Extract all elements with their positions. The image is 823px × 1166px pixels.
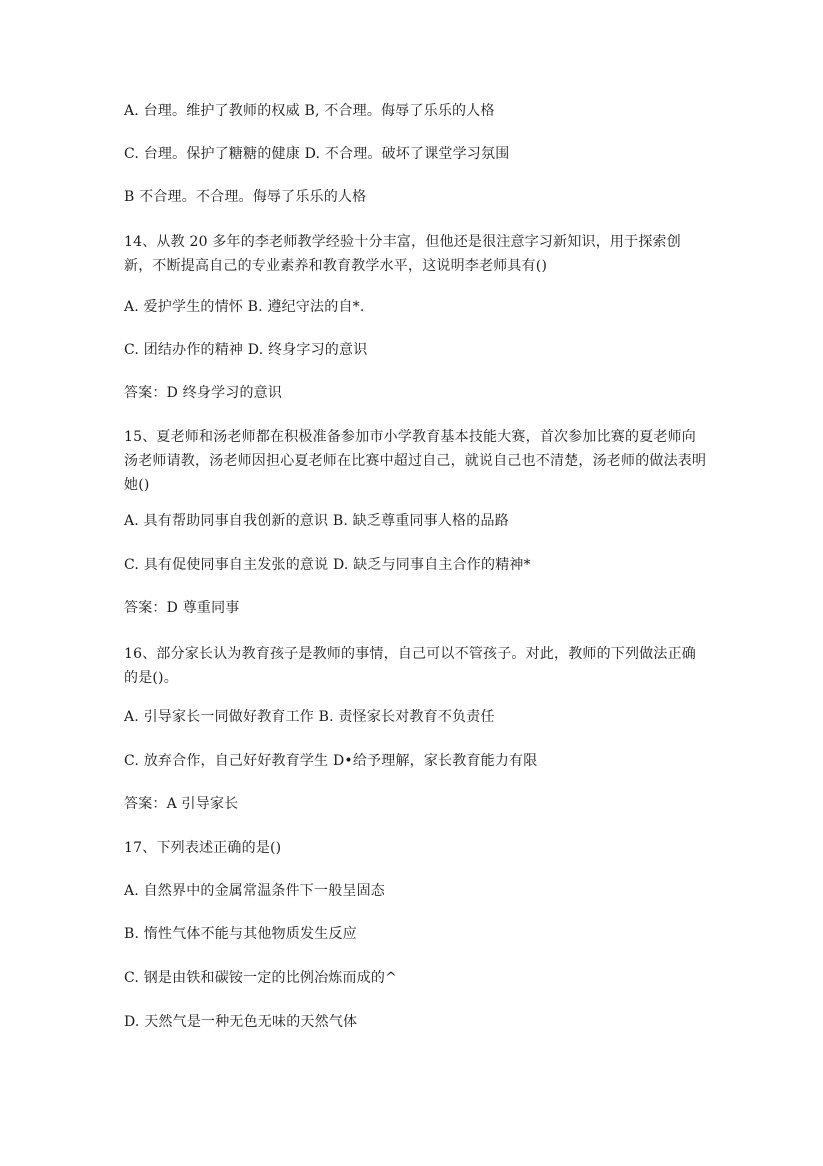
question-14: 14、从教 20 多年的李老师教学经验十分丰富，但他还是很注意字习新知识，用于探索创新，不断提高自己的专业素养和教育教学水平，这说明李老师具有() bbox=[124, 234, 681, 274]
option-line-15cd: C. 具有促使同事自主发张的意说 D. 缺乏与同事自主合作的精神* bbox=[124, 557, 531, 573]
answer-line-16: 答案：A 引导家长 bbox=[124, 796, 239, 812]
option-line-13cd: C. 台理。保护了糖糖的健康 D. 不合理。破坏了课堂学习氛围 bbox=[124, 146, 510, 162]
answer-line-13: B 不合理。不合理。侮辱了乐乐的人格 bbox=[124, 189, 367, 205]
option-17d: D. 天然气是一种无色无味的天然气体 bbox=[124, 1014, 358, 1030]
option-line-16ab: A. 引导家长一同做好教育工作 B. 责怪家长对教育不负责任 bbox=[124, 709, 495, 725]
option-line-14ab: A. 爱护学生的情怀 B. 遵纪守法的自*. bbox=[124, 299, 365, 315]
question-15: 15、夏老师和汤老师都在积极准备参加市小学教育基本技能大赛，首次参加比赛的夏老师向汤老师请教，汤老师因担心夏老师在比赛中超过自己，就说自己也不清楚，汤老师的做法表明她() bbox=[124, 429, 707, 493]
option-line-15ab: A. 具有帮助同事自我创新的意识 B. 缺乏尊重同事人格的品路 bbox=[124, 513, 509, 529]
option-line-14cd: C. 团结办作的精神 D. 终身字习的意识 bbox=[124, 342, 368, 358]
answer-line-15: 答案：D 尊重同事 bbox=[124, 600, 240, 616]
option-17a: A. 自然界中的金属常温条件下一般呈固态 bbox=[124, 883, 386, 899]
option-line-16cd: C. 放弃合作，自己好好教育学生 D•给予理解，家长教育能力有限 bbox=[124, 753, 538, 769]
option-17b: B. 惰性气体不能与其他物质发生反应 bbox=[124, 926, 357, 942]
question-16: 16、部分家长认为教育孩子是教师的事情，自己可以不管孩子。对此，教师的下列做法正确的是()。 bbox=[124, 646, 697, 686]
option-line-13ab: A. 台理。维护了教师的权威 B, 不合理。侮辱了乐乐的人格 bbox=[124, 103, 495, 119]
answer-line-14: 答案：D 终身学习的意识 bbox=[124, 385, 283, 401]
question-17: 17、下列表述正确的是() bbox=[124, 840, 282, 856]
option-17c: C. 钢是由铁和碳铵一定的比例冶炼而成的^ bbox=[124, 970, 398, 986]
